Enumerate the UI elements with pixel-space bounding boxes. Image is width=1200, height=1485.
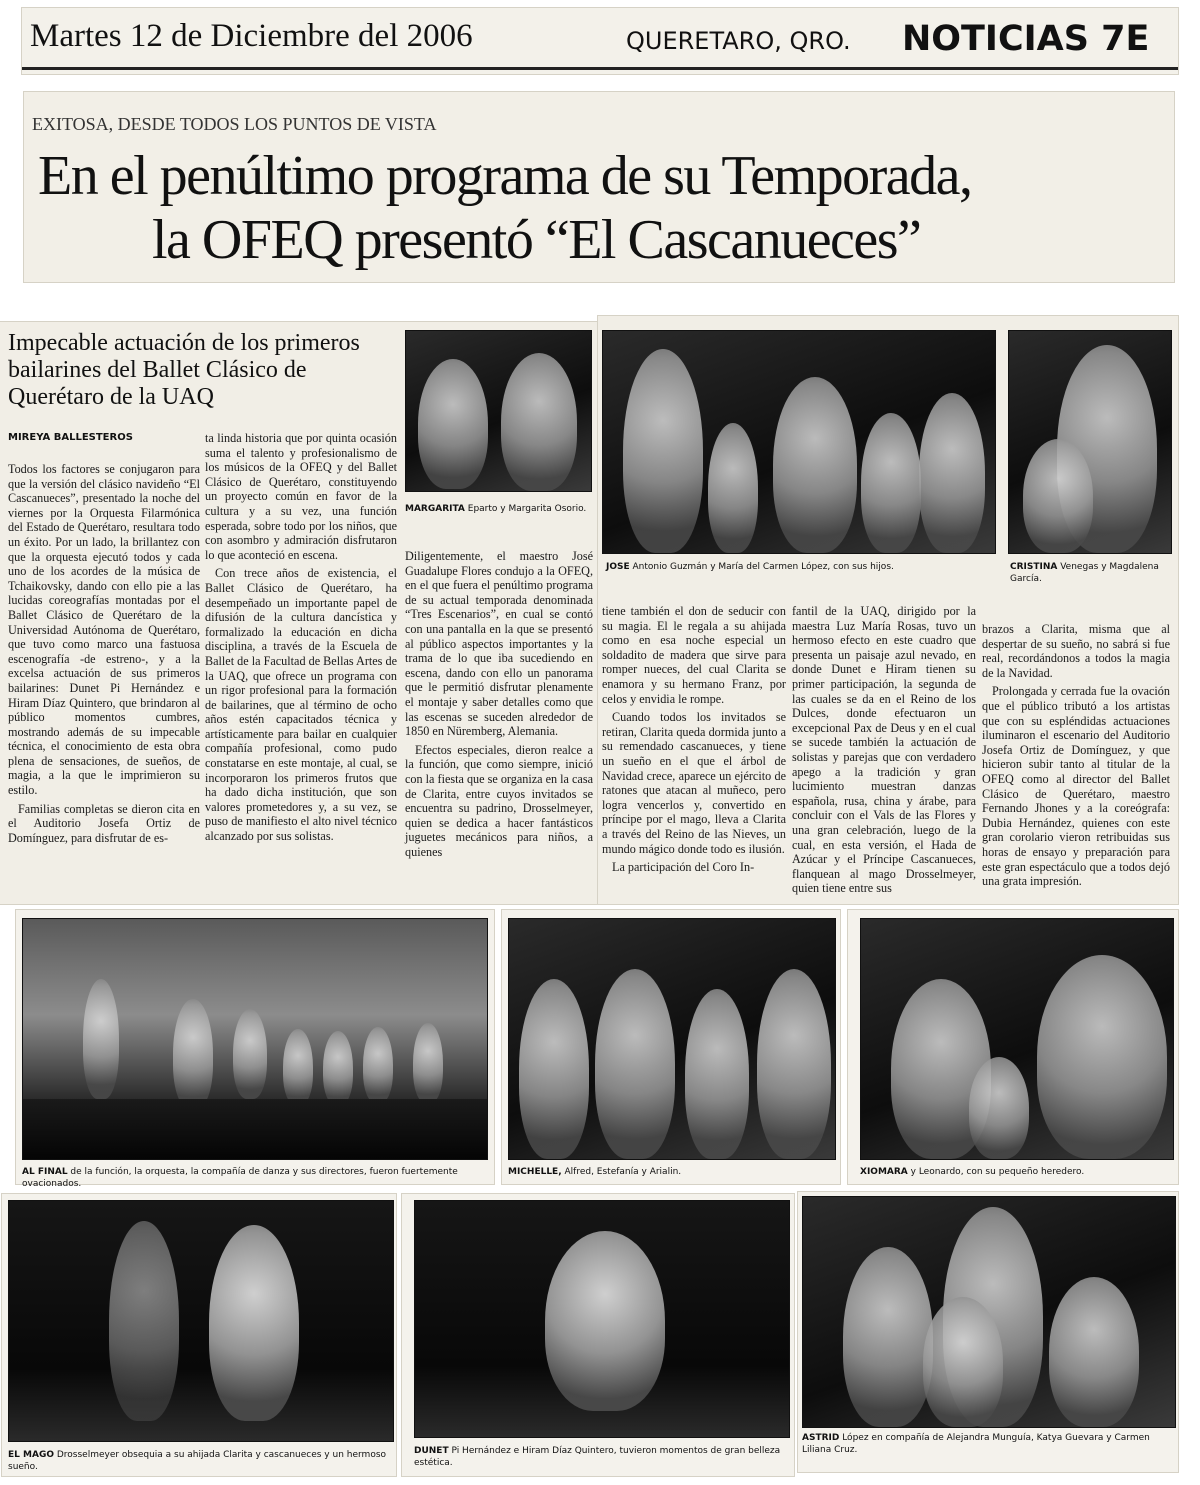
photo-al-final bbox=[22, 918, 488, 1160]
photo-astrid bbox=[802, 1196, 1176, 1428]
article-column-4 bbox=[602, 604, 786, 900]
paragraph: Todos los factores se conjugaron para que la versión del clásico navideño “El Cascanueces”, presentado la noche del viernes por la Orquesta Filarmónica del Estado de Querétaro, resultara todo un éxito. Por un lado, la brillantez con que la orquesta ejecutó todos y cada uno de los acordes de la música de Tchaikovsky, dando con ello pie a las lucidas coreografías montadas por el Ballet Clásico de Querétaro de la Universidad Autónoma de Querétaro, que tuvo como marco una fastuosa escenografía -de estreno-, y a la excelsa actuación de sus primeros bailarines: Dunet Pi Hernández e Hiram Díaz Quintero, que brindaron al público momentos cumbres, mostrando además de su impecable técnica, el conocimiento de esta obra plena de sensaciones, de sueños, de magia, a la que le imprimieron su estilo. bbox=[8, 462, 200, 798]
paragraph: Diligentemente, el maestro José Guadalupe Flores condujo a la OFEQ, en el que fuera el penúltimo programa de su actual temporada denominada “Tres Escenarios”, en cual se contó con una pantalla en la que se presentó al público aspectos importantes y la trama de lo que iba sucediendo en escena, dando con ello un panorama que le permitió disfrutar plenamente el montaje y saber detalles como que las escenas se suceden alrededor de 1850 en Nüremberg, Alemania. bbox=[405, 549, 593, 739]
paragraph: Con trece años de existencia, el Ballet Clásico de Querétaro, ha desempeñado un importante papel de difusión de la cultura dancística y formalizado la educación en dicha disciplina, a través de la Escuela de Ballet de la Facultad de Bellas Artes de la UAQ, que ofrece un programa con un rigor profesional para la formación de bailarines, que al término de ocho años estén capacitados técnica y artísticamente para bailar en cualquier compañía profesional, como pudo constatarse en este montaje, al cual, se incorporaron los primeros frutos que ha dado dicha institución, que son valores prometedores y, a su vez, se puso de manifiesto el alto nivel técnico alcanzado por sus solistas. bbox=[205, 566, 397, 844]
caption-el-mago: EL MAGO Drosselmeyer obsequia a su ahijada Clarita y cascanueces y un hermoso sueño. bbox=[8, 1450, 387, 1472]
caption-cristina: CRISTINA Venegas y Magdalena García. bbox=[1010, 562, 1159, 584]
headline-line-2: la OFEQ presentó “El Cascanueces” bbox=[152, 209, 921, 271]
photo-jose-family bbox=[602, 330, 996, 554]
masthead-rule bbox=[22, 67, 1178, 70]
kicker: EXITOSA, DESDE TODOS LOS PUNTOS DE VISTA bbox=[32, 114, 437, 134]
headline-clip bbox=[24, 92, 1174, 282]
paragraph: La participación del Coro In- bbox=[612, 860, 755, 875]
photo-margarita bbox=[405, 330, 592, 492]
article-column-5 bbox=[792, 604, 976, 900]
headline-line-1: En el penúltimo programa de su Temporada, bbox=[38, 145, 972, 207]
caption-astrid: ASTRID López en compañía de Alejandra Munguía, Katya Guevara y Carmen Liliana Cruz. bbox=[802, 1433, 1150, 1455]
caption-margarita: MARGARITA Eparto y Margarita Osorio. bbox=[405, 504, 587, 514]
photo-xiomara bbox=[860, 918, 1174, 1160]
paragraph: Efectos especiales, dieron realce a la función, que como siempre, inició con la fiesta que se organiza en la casa de Clarita, entre cuyos invitados se encuentra su padrino, Drosselmeyer, quien se dedica a hacer fantásticos juguetes mecánicos para niños, a quienes bbox=[405, 742, 593, 859]
caption-jose: JOSE Antonio Guzmán y María del Carmen López, con sus hijos. bbox=[606, 562, 894, 572]
caption-michelle: MICHELLE, Alfred, Estefanía y Arialin. bbox=[508, 1167, 682, 1177]
article-column-6 bbox=[982, 622, 1170, 900]
paragraph: tiene también el don de seducir con su magia. El le regala a su ahijada como en esa noche especial un soldadito de madera que sirve para romper nueces, del cual Clarita se enamora y su hermano Franz, por celos y envidia le rompe. bbox=[602, 604, 786, 706]
subhead: Impecable actuación de los primeros bailarines del Ballet Clásico de Querétaro de la UAQ bbox=[8, 330, 360, 410]
photo-michelle bbox=[508, 918, 836, 1160]
masthead bbox=[22, 8, 1178, 74]
article-column-1 bbox=[8, 462, 200, 902]
paragraph: Familias completas se dieron cita en el Auditorio Josefa Ortiz de Domínguez, para disfrutar de es- bbox=[8, 801, 200, 845]
caption-al-final: AL FINAL de la función, la orquesta, la compañía de danza y sus directores, fueron fuertemente ovacionados. bbox=[22, 1167, 458, 1189]
masthead-date: Martes 12 de Diciembre del 2006 bbox=[30, 18, 473, 54]
paragraph: Cuando todos los invitados se retiran, Clarita queda dormida junto a su remendado cascanueces, y tiene un sueño en el que el árbol de Navidad crece, aparece un ejército de ratones que atacan al muñeco, pero logra vencerlos y, convertido en príncipe por el mago, lleva a Clarita a través del Reino de las Nieves, un mundo mágico donde todo es ilusión. bbox=[602, 710, 786, 856]
caption-xiomara: XIOMARA y Leonardo, con su pequeño heredero. bbox=[860, 1167, 1085, 1177]
paragraph: Prolongada y cerrada fue la ovación que el público tributó a los artistas que con su espléndidas actuaciones iluminaron el escenario del Auditorio Josefa Ortiz de Domínguez, y que hicieron subir tanto al titular de la OFEQ como al director del Ballet Clásico de Querétaro, maestro Fernando Jhones y a la coreógrafa: Dubia Hernández, quienes con este gran corolario vieron retribuidas sus horas de ensayo y preparación para este gran espectáculo que a todos dejó una grata impresión. bbox=[982, 684, 1170, 889]
article-column-3 bbox=[405, 549, 593, 901]
masthead-city: QUERETARO, QRO. bbox=[626, 27, 851, 55]
paragraph: fantil de la UAQ, dirigido por la maestra Luz María Rosas, tuvo un hermoso efecto en este cuadro que presenta un paisaje azul nevado, en donde Dunet e Hiram tienen su primer participación, la segunda de las cuales se da en el Reino de los Dulces, donde efectuaron un excepcional Pax de Deus y en el cual se sucede también la actuación de solistas y parejas que con verdadero apego a la tradición y gran lucimiento muestran danzas española, rusa, china y árabe, para concluir con el Vals de las Flores y una gran celebración, luego de la cual, en esta versión, el Hada de Azúcar y el Príncipe Cascanueces, flanquean al mago Drosselmeyer, quien tiene entre sus bbox=[792, 604, 976, 896]
paragraph: brazos a Clarita, misma que al despertar de su sueño, no sabrá si fue real, recordándonos a todos la magia de la Navidad. bbox=[982, 622, 1170, 680]
photo-cristina bbox=[1008, 330, 1172, 554]
article-column-2 bbox=[205, 431, 397, 901]
section-label: NOTICIAS 7E bbox=[902, 19, 1150, 59]
photo-el-mago bbox=[8, 1200, 394, 1442]
paragraph: ta linda historia que por quinta ocasión suma el talento y profesionalismo de los músicos de la OFEQ y del Ballet Clásico de Querétaro, constituyendo un proyecto común en favor de la cultura y a su vez, una función esperada, sobre todo por los niños, que con asombro y admiración disfrutaron lo que aconteció en escena. bbox=[205, 431, 397, 562]
caption-dunet: DUNET Pi Hernández e Hiram Díaz Quintero, tuvieron momentos de gran belleza estética. bbox=[414, 1446, 781, 1468]
photo-dunet bbox=[414, 1200, 790, 1438]
byline: MIREYA BALLESTEROS bbox=[8, 432, 133, 443]
